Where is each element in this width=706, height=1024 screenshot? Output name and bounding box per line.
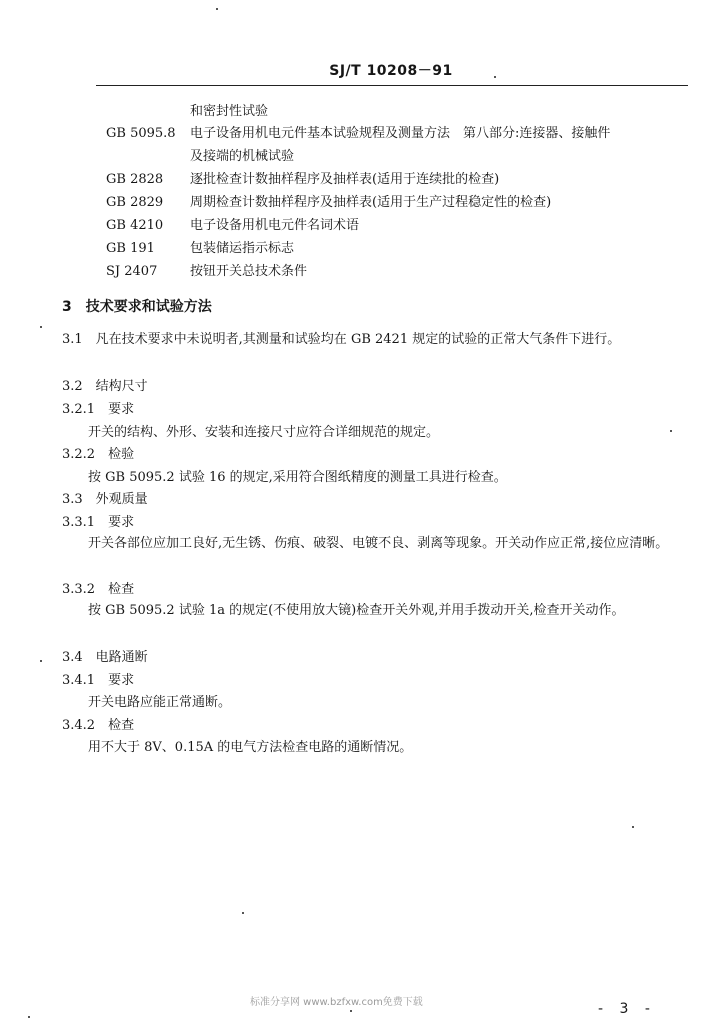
scan-speck (632, 826, 634, 828)
clause-3-4-2-heading: 3.4.2 检查 (62, 718, 135, 733)
reference-code: SJ 2407 (106, 264, 158, 279)
clause-3-4-heading: 3.4 电路通断 (62, 650, 148, 665)
reference-code: GB 191 (106, 241, 155, 256)
clause-3-3-2-heading: 3.3.2 检查 (62, 582, 135, 597)
section-3-heading: 3 技术要求和试验方法 (62, 299, 212, 315)
scan-speck (242, 912, 244, 914)
reference-title: 及接端的机械试验 (190, 149, 295, 164)
scan-speck (350, 1010, 352, 1012)
clause-3-3-1-heading: 3.3.1 要求 (62, 515, 135, 530)
clause-3-3-2-text: 按 GB 5095.2 试验 1a 的规定(不使用放大镜)检查开关外观,并用手拨动开关,检查开关动作。 (88, 603, 625, 618)
reference-title: 和密封性试验 (190, 104, 269, 119)
clause-3-4-1-heading: 3.4.1 要求 (62, 673, 135, 688)
reference-code: GB 2829 (106, 195, 164, 210)
reference-title: 按钮开关总技术条件 (190, 264, 308, 279)
scan-speck (216, 8, 218, 10)
reference-code: GB 5095.8 (106, 126, 176, 141)
clause-3-4-2-text: 用不大于 8V、0.15A 的电气方法检查电路的通断情况。 (88, 740, 413, 755)
clause-3-3-heading: 3.3 外观质量 (62, 492, 148, 507)
scan-speck (494, 76, 496, 78)
reference-title: 电子设备用机电元件基本试验规程及测量方法 第八部分:连接器、接触件 (190, 126, 611, 141)
clause-3-3-1-text: 开关各部位应加工良好,无生锈、伤痕、破裂、电镀不良、剥离等现象。开关动作应正常,接位应清晰。 (88, 536, 669, 551)
reference-title: 电子设备用机电元件名词术语 (190, 218, 360, 233)
footer-watermark-site: 标准分享网 www.bzfxw.com免费下载 (250, 997, 423, 1008)
reference-title: 逐批检查计数抽样程序及抽样表(适用于连续批的检查) (190, 172, 500, 187)
scan-speck (40, 660, 42, 662)
scan-speck (28, 1016, 30, 1018)
clause-3-2-2-text: 按 GB 5095.2 试验 16 的规定,采用符合图纸精度的测量工具进行检查。 (88, 470, 507, 485)
reference-title: 包装储运指示标志 (190, 241, 295, 256)
clause-3-2-heading: 3.2 结构尺寸 (62, 379, 148, 394)
scan-speck (40, 326, 42, 328)
clause-3-2-1-heading: 3.2.1 要求 (62, 402, 135, 417)
clause-3-2-1-text: 开关的结构、外形、安装和连接尺寸应符合详细规范的规定。 (88, 425, 440, 440)
reference-code: GB 4210 (106, 218, 164, 233)
clause-3-1: 3.1 凡在技术要求中未说明者,其测量和试验均在 GB 2421 规定的试验的正常大气条件下进行。 (62, 332, 621, 347)
page-number: - 3 - (598, 1001, 656, 1017)
header-rule (96, 85, 688, 86)
clause-3-2-2-heading: 3.2.2 检验 (62, 447, 135, 462)
reference-title: 周期检查计数抽样程序及抽样表(适用于生产过程稳定性的检查) (190, 195, 552, 210)
scan-speck (670, 430, 672, 432)
standard-code-header: SJ/T 10208－91 (329, 63, 453, 79)
clause-3-4-1-text: 开关电路应能正常通断。 (88, 695, 232, 710)
reference-code: GB 2828 (106, 172, 164, 187)
